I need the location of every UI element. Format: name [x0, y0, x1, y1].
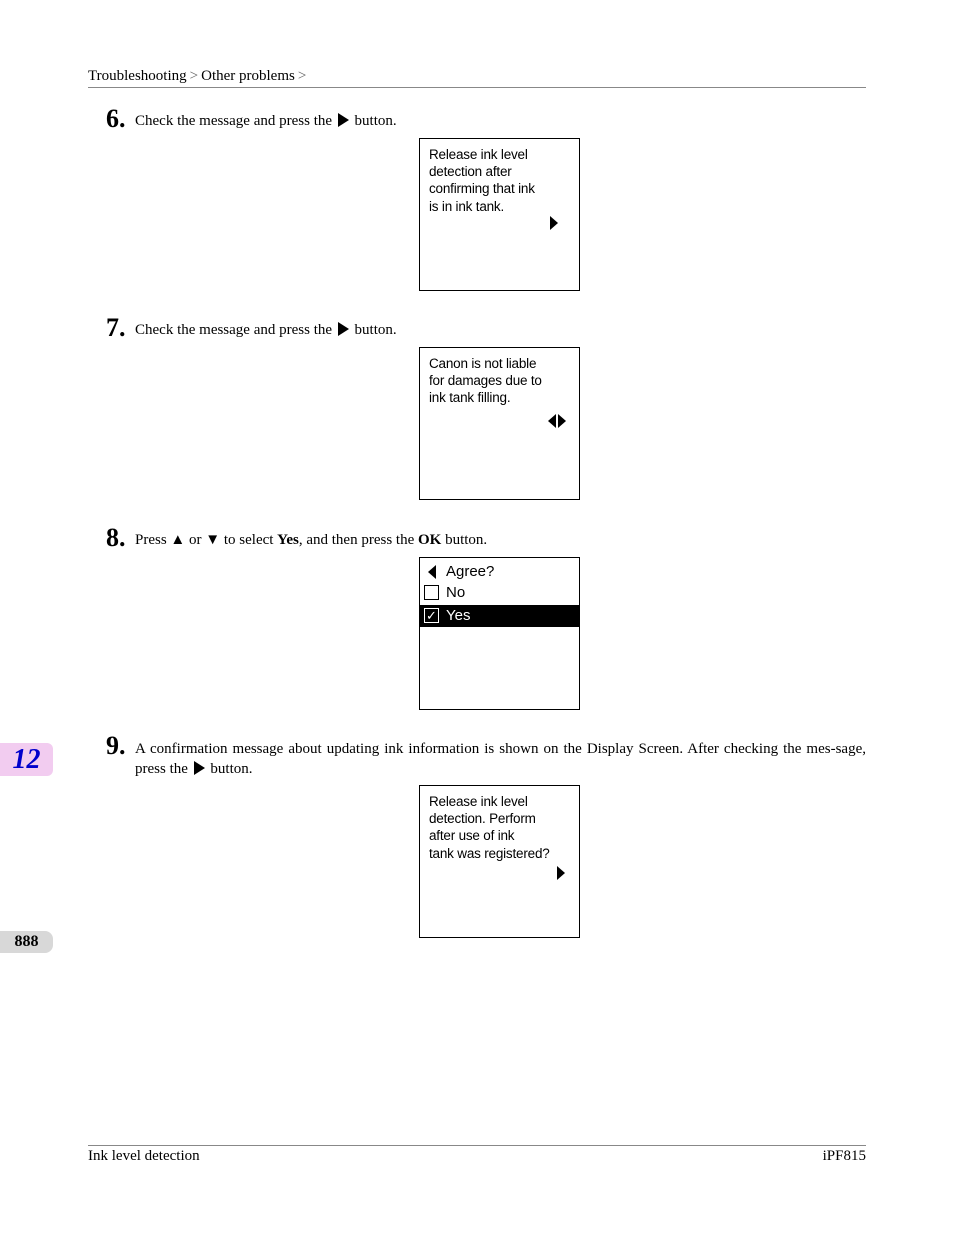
- left-arrow-icon: [428, 565, 436, 579]
- footer-section-title: Ink level detection: [88, 1148, 200, 1164]
- step-number: 8.: [106, 523, 126, 552]
- right-arrow-icon: [550, 216, 558, 230]
- screen-message: Release ink level detection after confirming that ink is in ink tank.: [429, 147, 535, 214]
- right-arrow-button-icon: [338, 113, 349, 127]
- display-screen: [419, 785, 580, 938]
- checkbox-icon: [424, 585, 439, 600]
- header-divider: [88, 87, 866, 88]
- right-arrow-icon: [557, 866, 565, 880]
- step-instruction: Press ▲ or ▼ to select Yes, and then press the OK button.: [135, 532, 488, 548]
- breadcrumb-separator: >: [189, 68, 199, 84]
- footer-model-name: iPF815: [822, 1148, 866, 1164]
- step-number: 6.: [106, 104, 126, 133]
- left-arrow-icon: [548, 414, 556, 428]
- display-screen: [419, 347, 580, 500]
- page-number-tab: 888: [0, 931, 53, 953]
- right-arrow-button-icon: [338, 322, 349, 336]
- step-number: 9.: [106, 731, 126, 760]
- right-arrow-button-icon: [194, 761, 205, 775]
- step-number: 7.: [106, 313, 126, 342]
- breadcrumb-item-troubleshooting[interactable]: Troubleshooting: [88, 68, 187, 84]
- step-instruction: Check the message and press the button.: [135, 113, 397, 129]
- step-instruction: Check the message and press the button.: [135, 322, 397, 338]
- chapter-tab[interactable]: 12: [0, 743, 53, 776]
- display-screen: [419, 557, 580, 710]
- footer-divider: [88, 1145, 866, 1146]
- step-instruction: A confirmation message about updating ink information is shown on the Display Screen. After checking the mes-sage, press the button.: [135, 741, 866, 777]
- option-yes[interactable]: ✓ Yes: [420, 605, 579, 627]
- breadcrumb-separator: >: [297, 68, 307, 84]
- display-screen: [419, 138, 580, 291]
- breadcrumb-item-other-problems[interactable]: Other problems: [201, 68, 295, 84]
- screen-message: Release ink level detection. Perform after use of ink tank was registered?: [429, 794, 550, 861]
- breadcrumb: [88, 66, 309, 86]
- screen-message: Canon is not liable for damages due to ink tank filling.: [429, 356, 542, 406]
- checked-checkbox-icon: ✓: [424, 608, 439, 623]
- screen-title: Agree?: [446, 563, 495, 580]
- option-no[interactable]: No: [420, 582, 579, 604]
- right-arrow-icon: [558, 414, 566, 428]
